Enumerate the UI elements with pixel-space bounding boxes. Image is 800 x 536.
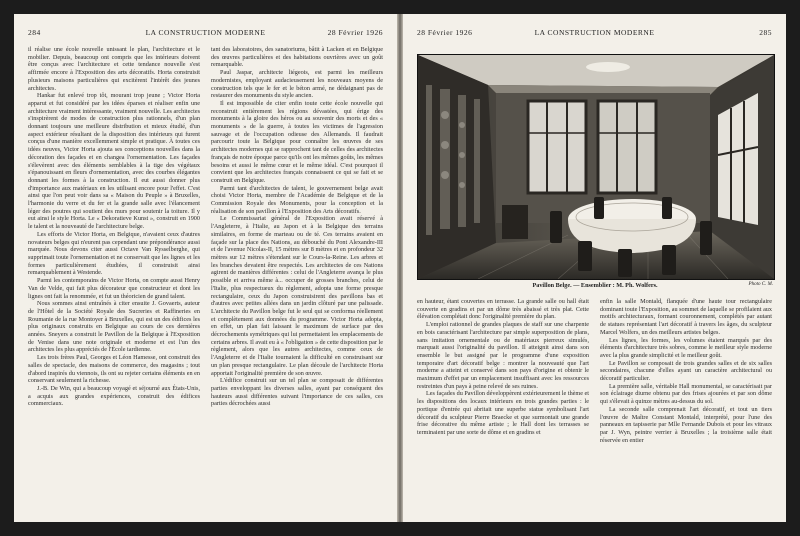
paragraph: L'édifice construit sur un tel plan se composait de différentes parties enveloppant les diverses salles, ayant par conséquent des hauteurs aussi différentes suivant l'importance de ces salles, ces parties décrochées aussi — [211, 377, 383, 408]
paragraph: Parmi les contemporains de Victor Horta, on compte aussi Henry Van de Velde, qui fait plus décorateur que constructeur et dont les lignes ont fait la renommée, et fut un théoricien de grand talent. — [28, 277, 200, 300]
right-page-content — [403, 14, 786, 522]
photo-caption-bar — [417, 282, 773, 292]
paragraph: Les façades du Pavillon développèrent extérieurement le thème et les dispositions des locaux intérieurs en trois grandes parties : le portique d'entrée qui abritait une superbe statue symbolisant l'art décoratif du sculpteur Pierre Braecke et que surmontait une grande frise décorative du même artiste ; le Hall dont les terrasses se terminaient par une sorte de dôme et en gradins et — [417, 390, 589, 436]
left-running-head — [28, 28, 383, 42]
right-running-head — [417, 28, 772, 42]
interior-photo-illustration — [418, 55, 774, 279]
left-date: 28 Février 1926 — [327, 28, 383, 37]
paragraph: La seconde salle comprenait l'art décoratif, et tout un tiers l'œuvre de Maître Constant Montald, interprété, pour l'une des panneaux en tapisserie par Mlle Fernande Dubois et pour les vitraux par J. Wyn, peintre verrier à Bruxelles ; la troisième salle était réservée en entier — [600, 405, 772, 444]
paragraph: Les trois frères Paul, Georges et Léon Hamesse, ont construit des salles de spectacle, des maisons de commerce, des magasins ; tout d'abord inspirés du viennois, ils ont su rejeter certains éléments en en conservant seulement la richesse. — [28, 354, 200, 385]
left-page-number: 284 — [28, 28, 41, 37]
photo-credit: Photo C. M. — [748, 282, 773, 287]
paragraph: J.-B. De Win, qui a beaucoup voyagé et séjourné aux États-Unis, a acquis aux grandes expériences, construit des édifices commerciaux. — [28, 384, 200, 408]
paragraph: tant des laboratoires, des sanatoriums, bâtit à Lacken et en Belgique des œuvres particulières et des habitations ouvrières avec un goût remarquable. — [211, 46, 383, 69]
paragraph: L'emploi rationnel de grandes plaques de staff sur une charpente en bois caractérisant l'architecture par simple superposition de plans, sans imitation ornementale ou de matériaux pierreux simulés, marquait aussi l'originalité du pavillon. Il atteignit ainsi dans son ensemble le but assigné par le programme d'une exposition temporaire d'art décoratif belge : montrer la nouveauté que l'art moderne a atteint et conservé dans son pays d'origine et obtenir le maximum d'effet par un emplacement insuffisant avec les ressources restreintes d'un pays à peine relevé de ses ruines. — [417, 321, 589, 390]
right-date: 28 Février 1926 — [417, 28, 473, 37]
right-page-number: 285 — [759, 28, 772, 37]
photo-caption: Pavillon Belge. — Ensemblier : M. Ph. Wolfers. — [532, 282, 658, 289]
paragraph: Le Commissariat général de l'Exposition avait réservé à l'Angleterre, à l'Italie, au Japon et à la Belgique des terrains similaires, en forme de marteau ou de té. Ces terrains avaient en façade sur la place des Nations, au débouché du Pont Alexandre-III et de l'avenue Nicolas-II, 15 mètres sur 8 mètres et en profondeur 32 mètres sur 12 mètres s'étendant sur le Cours-la-Reine. Les arbres et les branches devaient être respectés. Les architectes de ces Nations agirent de manières différentes : celui de l'Angleterre avança le plus possible et arriva même à... occuper de grosses branches, celui de l'Italie, plus respectueux du règlement, adopta une forme presque rectangulaire, ceux du Japon construisirent des pavillons bas et d'autres avec petites allées dans un jardin clôturé par une palissade. L'architecte du Pavillon belge fut le seul qui se conforma réellement et complètement aux données du programme. Victor Horta adopta, en effet, un plan fait laissant le maximum de surface par des décrochements symétriques qui lui permettaient les emplacements de certains arbres. Il avait eu à « l'obligation » de cette disposition par le règlement, alors que les autres architectes, comme ceux de l'Angleterre et de l'Italie tournaient la difficulté en construisant sur un plan presque rectangulaire. Le plan découle de l'architecte Horta apportait l'originalité première de son œuvre. — [211, 215, 383, 377]
paragraph: Les lignes, les formes, les volumes étaient marqués par des éléments d'architecture très sobres, comme le meilleur style moderne avec la plus grande simplicité et le meilleur goût. — [600, 336, 772, 359]
right-journal-title: LA CONSTRUCTION MODERNE — [534, 28, 655, 37]
paragraph: Il est impossible de citer enfin toute cette école nouvelle qui reconstruit entièrement les régions dévastées, qui érige des monuments à la gloire des héros ou au souvenir des morts et des « monuments » de la guerre, à toutes les victimes de l'agression sauvage et de l'occupation odieuse des Allemands. Il faudrait parcourir toute la Belgique pour connaître les œuvres de ses architectes modernes qui se rapprochent tant de celles des architectes français de notre époque parce qu'ils ont les mêmes goûts, les mêmes besoins et aussi le même cœur et le même idéal. C'est pourquoi il convient que les architectes français connaissent ce qui se fait et se construit en Belgique. — [211, 99, 383, 184]
paragraph: Les efforts de Victor Horta, en Belgique, n'avaient ceux d'autres novateurs belges qui n'eurent pas cependant une prépondérance aussi marquée. Nous devons citer aussi Octave Van Rysselberghe, qui supprimait toute l'ornementation et ne conservait que les lignes et les formes particulièrement étudiées, il construisit ainsi remarquablement à Westende. — [28, 230, 200, 277]
paragraph: Paul Jaspar, architecte liégeois, est parmi les meilleurs modernistes, employant audacieusement les nouveaux moyens de construction tels que le fer et le béton armé, ne dédaignant pas de restaurer des monuments du style ancien. — [211, 69, 383, 100]
pavilion-interior-photo — [417, 54, 775, 280]
paragraph: Le Pavillon se composait de trois grandes salles et de six salles secondaires, chacune d'elles ayant un caractère architectural ou décoratif particulier. — [600, 359, 772, 383]
left-column-1 — [28, 46, 200, 508]
paragraph: il réalise une école nouvelle unissant le plan, l'architecture et le mobilier. Depuis, beaucoup ont compris que les intérieurs doivent être conçus avec l'architecture et cette tendance nouvelle s'est affirmée encore à l'Exposition des arts décoratifs. Horta construisit plusieurs maisons particulières qui excitèrent l'intérêt des jeunes architectes. — [28, 46, 200, 92]
paragraph: enfin la salle Montald, flanquée d'une haute tour rectangulaire dominant toute l'Exposition, au sommet de laquelle se profilaient aux motifs architecturaux, formant couronnement, complétés par autant de statues représentant l'art décoratif à travers les âges, du sculpteur Marcel Wolfers, un des meilleurs artistes belges. — [600, 298, 772, 336]
right-column-1 — [417, 298, 589, 510]
left-journal-title: LA CONSTRUCTION MODERNE — [145, 28, 266, 37]
paragraph: Nous sommes ainsi entraînés à citer ensuite J. Govaerts, auteur de l'Hôtel de la Société Royale des Sucreries et Raffineries en Roumanie de la rue Montoyer à Bruxelles, qui est un des édifices les plus originaux construits en Belgique au cours de ces dernières années. Sneyers a construit le Pavillon de la Belgique à l'Exposition de Venise dans une note originale et moderne et est l'un des architectes les plus appréciés de l'École tardienne. — [28, 300, 200, 354]
paragraph: Parmi tant d'architectes de talent, le gouvernement belge avait choisi Victor Horta, membre de l'Académie de Belgique et de la Commission Royale des Monuments, pour la conception et la réalisation de son pavillon à l'Exposition des Arts décoratifs. — [211, 184, 383, 215]
left-page-content — [14, 14, 397, 522]
left-column-2 — [211, 46, 383, 508]
paragraph: Hankar fut enlevé trop tôt, mourant trop jeune ; Victor Horta apparut et fut considéré par les idées éparses et réaliser enfin une architecture vraiment intéressante, vraiment nouvelle. Les architectes s'inspirèrent de modes de construction plus rationnels, d'un plan donnant toujours une meilleure distribution et mieux étudié, d'un aspect extérieur résultant de la disposition des intérieurs qui furent conçus d'une manière excellemment simple et pratique. À toutes ces idées neuves, Victor Horta ajouta ses conceptions nouvelles dans la décoration des façades et en changea l'ornementation. Les façades s'élevèrent avec des éléments semblables à la tige des végétaux s'épanouissant en fleurs d'ornementation, avec des courbes élégantes donnant les formes à la construction. Il eut aussi donner plus d'importance aux matériaux en les utilisant encore pour l'effet. C'est ainsi que l'on peut voir dans sa « Maison du Peuple » à Bruxelles, l'harmonie du verre et du fer et la grande salle avec l'élancement léger des poutres qui soutient des murs pour soutenir la toiture. Il y eut ainsi le style Horta. Le « Dekoratieve Kunst », construit en 1900 le talent et la nouveauté de l'architecture belge. — [28, 92, 200, 231]
paragraph: La première salle, véritable Hall monumental, se caractérisait par son éclairage diurne obtenu par des frises ajourées et par son dôme qui s'élevait à quinze mètres au-dessus du sol. — [600, 382, 772, 406]
paragraph: en hauteur, étant couvertes en terrasse. La grande salle ou hall était couverte en gradins et par un dôme très abaissé et très plat. Cette élévation complétait donc l'originalité première du plan. — [417, 298, 589, 321]
right-column-2 — [600, 298, 772, 510]
